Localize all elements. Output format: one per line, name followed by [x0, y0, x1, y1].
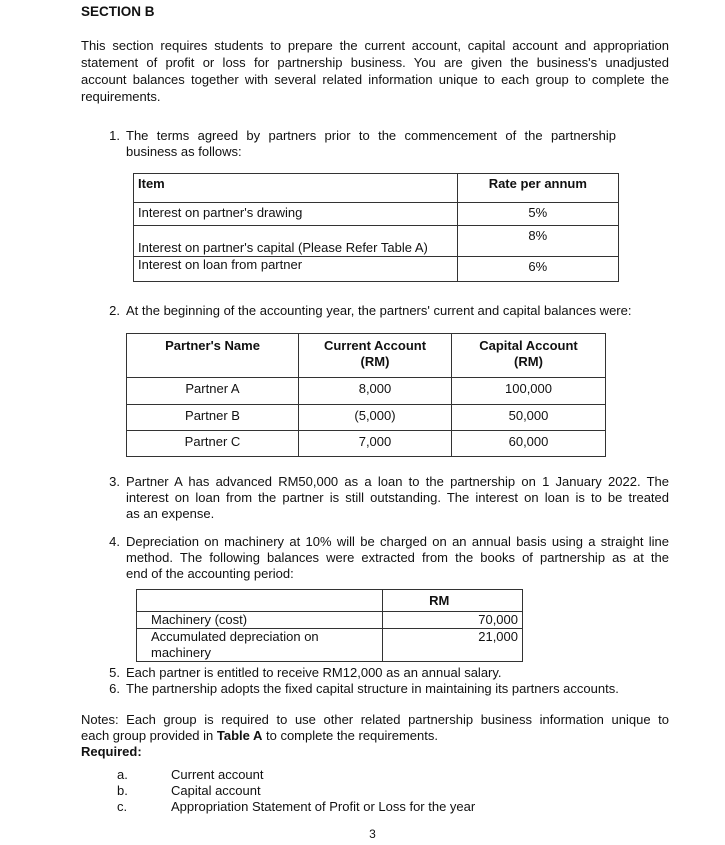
item-line: At the beginning of the accounting year, the partners' current and capital balances were:: [126, 303, 632, 318]
required-label: Required:: [81, 744, 142, 759]
current-balance: 8,000: [299, 378, 452, 405]
header-text: Current Account: [323, 338, 427, 353]
item-number: 3.: [109, 474, 120, 489]
terms-row-rate: 5%: [457, 203, 618, 226]
item-number: 5.: [109, 665, 120, 680]
terms-row-item: Interest on partner's drawing: [134, 203, 458, 226]
intro-line: requirements.: [81, 89, 161, 104]
partner-name: Partner A: [127, 378, 299, 405]
intro-paragraph: [81, 37, 669, 105]
notes-line: Notes: Each group is required to use other related partnership business information unique to: [81, 712, 669, 727]
req-letter: b.: [117, 783, 128, 798]
req-letter: a.: [117, 767, 128, 782]
item-text: [126, 474, 669, 522]
item-line: Partner A has advanced RM50,000 as a loan to the partnership on 1 January 2022. The: [126, 474, 669, 489]
item-text: [126, 303, 669, 319]
machinery-value: 70,000: [383, 612, 523, 629]
notes-line: [81, 728, 669, 744]
intro-line: statement of profit or loss for partnership business. You are given the business's unadjusted: [81, 55, 669, 70]
req-letter: c.: [117, 799, 128, 814]
machinery-value: 21,000: [383, 629, 523, 662]
item-number: 6.: [109, 681, 120, 696]
item-text: Each partner is entitled to receive RM12,000 as an annual salary.: [126, 665, 502, 680]
section-title: SECTION B: [81, 4, 155, 19]
item-text: [126, 128, 616, 160]
item-text: The partnership adopts the fixed capital structure in maintaining its partners accounts.: [126, 681, 619, 696]
terms-header-rate: Rate per annum: [457, 174, 618, 203]
item-line: Depreciation on machinery at 10% will be charged on an annual basis using a straight line: [126, 534, 669, 549]
notes-paragraph: [81, 712, 669, 760]
item-text: [126, 534, 669, 582]
intro-line: This section requires students to prepare the current account, capital account and appropriation: [81, 38, 669, 53]
balances-header-capital: [452, 334, 606, 378]
terms-header-item: Item: [134, 174, 458, 203]
partner-name: Partner C: [127, 431, 299, 457]
terms-row-rate: 6%: [457, 257, 618, 282]
capital-balance: 100,000: [452, 378, 606, 405]
item-line: end of the accounting period:: [126, 566, 294, 581]
req-text: Current account: [171, 767, 264, 782]
notes-text: to complete the requirements.: [262, 728, 438, 743]
machinery-header-blank: [137, 590, 383, 612]
item-number: 2.: [109, 303, 120, 318]
machinery-table: [136, 589, 523, 662]
header-unit: (RM): [360, 354, 390, 369]
item-line: business as follows:: [126, 144, 242, 159]
item-line: as an expense.: [126, 506, 215, 521]
item-number: 1.: [109, 128, 120, 143]
capital-balance: 50,000: [452, 405, 606, 431]
current-balance: (5,000): [299, 405, 452, 431]
table-a-ref: Table A: [216, 728, 263, 743]
partner-name: Partner B: [127, 405, 299, 431]
page-number: 3: [369, 827, 376, 841]
header-text: Partner's Name: [165, 338, 260, 353]
capital-balance: 60,000: [452, 431, 606, 457]
machinery-header-rm: RM: [383, 590, 523, 612]
intro-line: account balances together with several related information unique to each group to complete the: [81, 72, 669, 87]
balances-header-current: [299, 334, 452, 378]
notes-text: each group provided in: [81, 728, 217, 743]
terms-table: [133, 173, 619, 282]
terms-row-rate: 8%: [457, 226, 618, 257]
balances-table: [126, 333, 606, 457]
terms-row-item: Interest on loan from partner: [134, 257, 458, 282]
item-line: The terms agreed by partners prior to the commencement of the partnership: [126, 128, 616, 143]
header-text: Capital Account: [479, 338, 578, 353]
req-text: Capital account: [171, 783, 261, 798]
current-balance: 7,000: [299, 431, 452, 457]
req-text: Appropriation Statement of Profit or Loss for the year: [171, 799, 476, 814]
item-line: interest on loan from the partner is still outstanding. The interest on loan is to be treated: [126, 490, 669, 505]
machinery-label: Machinery (cost): [137, 612, 383, 629]
balances-header-name: [127, 334, 299, 378]
terms-row-item: Interest on partner's capital (Please Refer Table A): [134, 226, 458, 257]
item-number: 4.: [109, 534, 120, 549]
item-line: method. The following balances were extracted from the books of partnership as at the: [126, 550, 669, 565]
machinery-label: Accumulated depreciation on machinery: [137, 629, 383, 662]
header-unit: (RM): [514, 354, 543, 369]
